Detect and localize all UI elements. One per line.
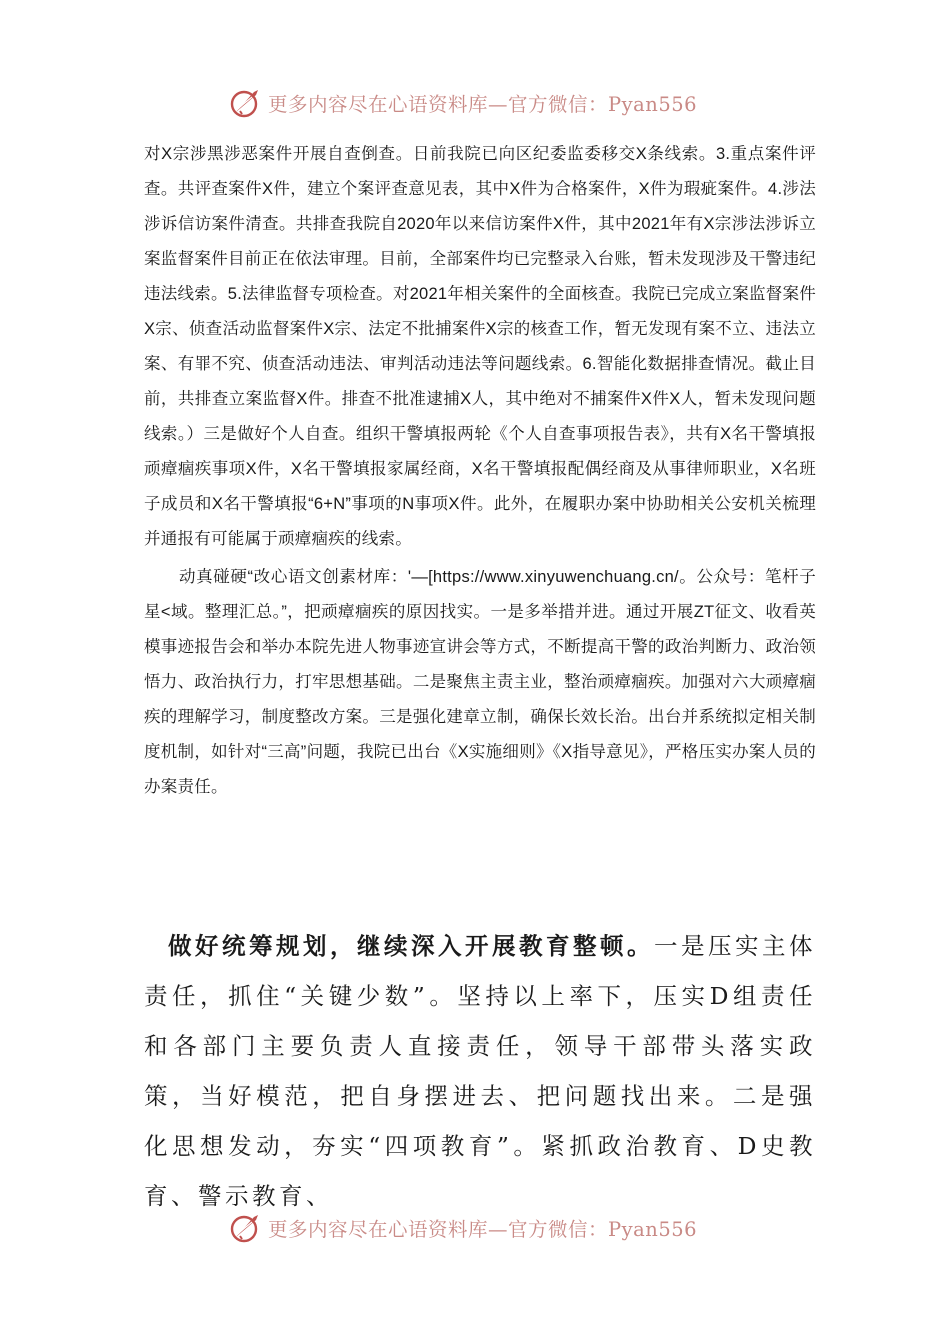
section-paragraph xyxy=(144,921,816,1221)
paragraph-2: 动真碰硬“改心语文创素材库：'—[https://www.xinyuwenchuang.cn/。公众号：笔杆子星<域。整理汇总。”，把顽瘴痼疾的原因找实。一是多举措并进。通过开展ZT征文、收看英模事迹报告会和举办本院先进人物事迹宣讲会等方式，不断提高干警的政治判断力、政治领悟力、政治执行力，打牢思想基础。二是聚焦主责主业，整治顽瘴痼疾。加强对六大顽瘴痼疾的理解学习，制度整改方案。三是强化建章立制，确保长效长治。出台并系统拟定相关制度机制，如针对“三高”问题，我院已出台《X实施细则》《X指导意见》，严格压实办案人员的办案责任。 xyxy=(144,568,816,796)
header-banner-text: 更多内容尽在心语资料库—官方微信：Pyan556 xyxy=(268,93,698,116)
header-banner xyxy=(228,83,748,123)
paragraph-1: 对X宗涉黑涉恶案件开展自查倒查。日前我院已向区纪委监委移交X条线索。3.重点案件评查。共评查案件X件，建立个案评查意见表，其中X件为合格案件，X件为瑕疵案件。4.涉法涉诉信访案件清查。共排查我院自2020年以来信访案件X件，其中2021年有X宗涉法涉诉立案监督案件目前正在依法审理。目前，全部案件均已完整录入台账，暂未发现涉及干警违纪违法线索。5.法律监督专项检查。对2021年相关案件的全面核查。我院已完成立案监督案件X宗、侦查活动监督案件X宗、法定不批捕案件X宗的核查工作，暂无发现有案不立、违法立案、有罪不究、侦查活动违法、审判活动违法等问题线索。6.智能化数据排查情况。截止目前，共排查立案监督X件。排查不批准逮捕X人，其中绝对不捕案件X件X人，暂未发现问题线索。）三是做好个人自查。组织干警填报两轮《个人自查事项报告表》，共有X名干警填报顽瘴痼疾事项X件，X名干警填报家属经商，X名干警填报配偶经商及从事律师职业，X名班子成员和X名干警填报“6+N”事项的N事项X件。此外，在履职办案中协助相关公安机关梳理并通报有可能属于顽瘴痼疾的线索。 xyxy=(144,145,816,548)
section-heading: 做好统筹规划，继续深入开展教育整顿。 xyxy=(168,932,654,960)
quill-pen-logo-icon xyxy=(228,1210,264,1246)
document-body xyxy=(144,137,816,805)
footer-banner xyxy=(228,1208,748,1248)
footer-banner-text: 更多内容尽在心语资料库—官方微信：Pyan556 xyxy=(268,1218,698,1241)
section-body: 一是压实主体责任，抓住“关键少数”。坚持以上率下，压实D组责任和各部门主要负责人直接责任，领导干部带头落实政策，当好模范，把自身摆进去、把问题找出来。二是强化思想发动，夯实“四项教育”。紧抓政治教育、D史教育、警示教育、 xyxy=(144,932,816,1210)
quill-pen-logo-icon xyxy=(228,85,264,121)
